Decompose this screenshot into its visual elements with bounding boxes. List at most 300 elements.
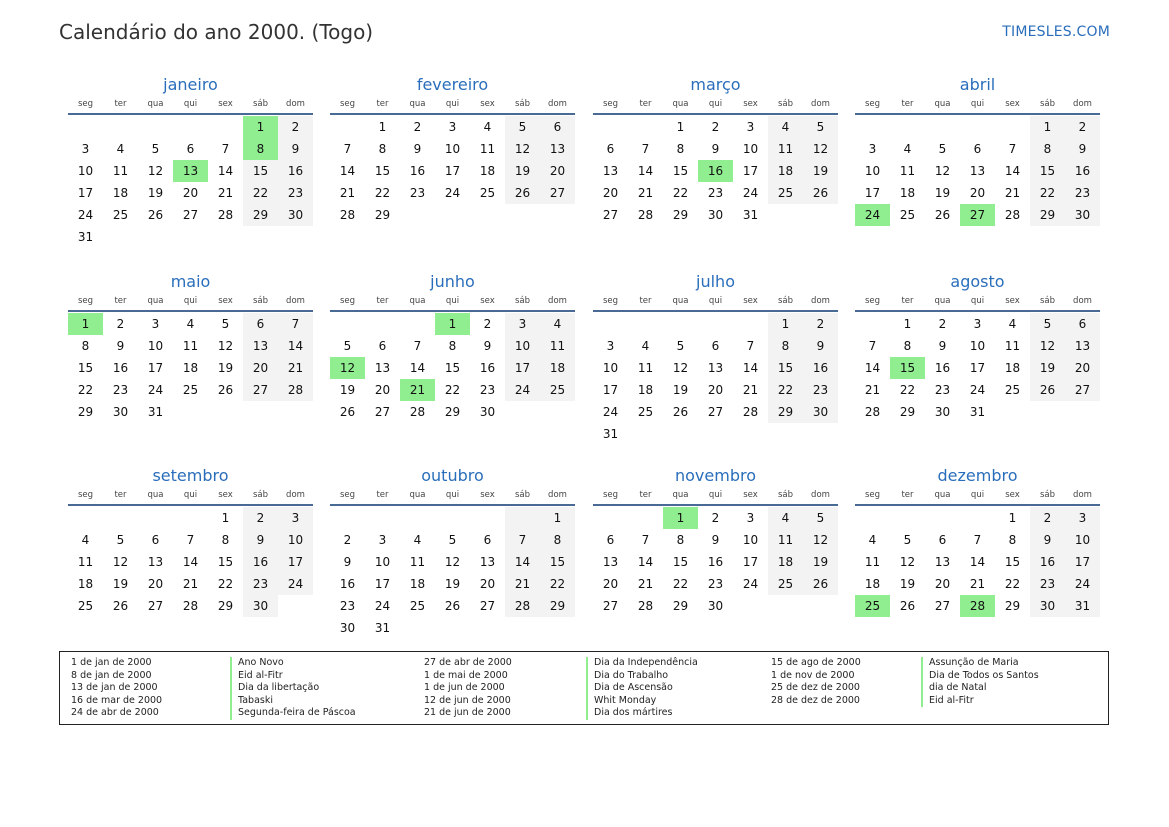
day-cell: 4 — [1008, 317, 1017, 331]
weekday-label: sex — [218, 99, 233, 109]
day-cell: 7 — [868, 339, 877, 353]
day-cell-empty — [768, 204, 803, 226]
day-cell: 26 — [1030, 379, 1065, 401]
day-cell: 18 — [768, 551, 803, 573]
day-cell: 9 — [711, 533, 720, 547]
holiday-day-cell: 12 — [330, 357, 365, 379]
day-cell: 6 — [973, 142, 982, 156]
weekday-label: ter — [376, 490, 389, 500]
day-cell: 9 — [803, 335, 838, 357]
legend-date: 27 de abr de 2000 — [424, 657, 512, 668]
day-cell: 10 — [602, 361, 619, 375]
day-cell: 24 — [444, 186, 461, 200]
holiday-day-cell: 25 — [855, 595, 890, 617]
day-cell: 25 — [1004, 383, 1021, 397]
day-cell: 9 — [278, 138, 313, 160]
weekday-label: sáb — [514, 99, 531, 109]
day-cell: 15 — [374, 164, 391, 178]
day-cell: 23 — [112, 383, 129, 397]
weekday-label: dom — [1073, 490, 1092, 500]
day-cell-empty — [733, 313, 768, 335]
day-cell: 29 — [444, 405, 461, 419]
day-cell: 24 — [505, 379, 540, 401]
day-cell: 23 — [409, 186, 426, 200]
day-cell: 6 — [711, 339, 720, 353]
day-cell: 1 — [1008, 511, 1017, 525]
legend-names-column — [586, 657, 698, 720]
day-cell: 5 — [938, 142, 947, 156]
day-cell: 29 — [540, 595, 575, 617]
holiday-day-cell: 24 — [855, 204, 890, 226]
day-cell: 22 — [1030, 182, 1065, 204]
day-cell-empty — [173, 507, 208, 529]
day-cell: 2 — [1065, 116, 1100, 138]
day-cell-empty — [733, 423, 768, 445]
day-cell-empty — [400, 204, 435, 226]
day-cell-empty — [400, 313, 435, 335]
day-cell: 26 — [112, 599, 129, 613]
day-cell: 28 — [637, 599, 654, 613]
day-cell: 18 — [479, 164, 496, 178]
week-row — [855, 204, 1100, 226]
day-cell: 9 — [483, 339, 492, 353]
day-cell: 7 — [186, 533, 195, 547]
day-cell: 18 — [637, 383, 654, 397]
day-cell: 30 — [1065, 204, 1100, 226]
day-cell: 24 — [602, 405, 619, 419]
day-cell: 26 — [444, 599, 461, 613]
month-name: dezembro — [937, 466, 1018, 485]
day-cell: 15 — [672, 555, 689, 569]
day-cell: 1 — [903, 317, 912, 331]
day-cell: 8 — [903, 339, 912, 353]
day-cell: 24 — [742, 577, 759, 591]
week-row — [330, 335, 575, 357]
day-cell: 13 — [540, 138, 575, 160]
week-row — [593, 357, 838, 379]
day-cell-empty — [330, 116, 365, 138]
day-cell: 10 — [742, 142, 759, 156]
week-row — [68, 226, 313, 248]
day-cell: 8 — [378, 142, 387, 156]
month-name: novembro — [675, 466, 756, 485]
day-cell: 8 — [81, 339, 90, 353]
day-cell: 19 — [147, 186, 164, 200]
day-cell: 17 — [505, 357, 540, 379]
day-cell: 10 — [374, 555, 391, 569]
day-cell: 11 — [182, 339, 199, 353]
brand-link[interactable]: TIMESLES.COM — [1002, 24, 1110, 40]
day-cell: 18 — [540, 357, 575, 379]
day-cell: 6 — [606, 533, 615, 547]
week-row — [855, 507, 1100, 529]
day-cell: 5 — [803, 116, 838, 138]
day-cell: 14 — [864, 361, 881, 375]
day-cell: 21 — [217, 186, 234, 200]
day-cell: 28 — [864, 405, 881, 419]
day-cell: 27 — [374, 405, 391, 419]
weekday-label: sáb — [777, 99, 794, 109]
day-cell: 21 — [182, 577, 199, 591]
day-cell: 11 — [1004, 339, 1021, 353]
day-cell: 14 — [339, 164, 356, 178]
week-row — [68, 529, 313, 551]
day-cell: 7 — [221, 142, 230, 156]
day-cell-empty — [995, 116, 1030, 138]
weekday-label: sex — [1005, 490, 1020, 500]
weekday-label: dom — [548, 296, 567, 306]
day-cell: 14 — [1004, 164, 1021, 178]
day-cell-empty — [365, 507, 400, 529]
weekday-label: qua — [409, 296, 426, 306]
week-row — [855, 357, 1100, 379]
day-cell: 28 — [637, 208, 654, 222]
day-cell-empty — [365, 313, 400, 335]
day-cell: 4 — [483, 120, 492, 134]
day-cell: 21 — [1004, 186, 1021, 200]
weekday-label: sex — [743, 296, 758, 306]
weekday-label: qua — [147, 490, 164, 500]
week-row — [855, 313, 1100, 335]
day-cell-empty — [208, 116, 243, 138]
week-row — [68, 595, 313, 617]
day-cell: 30 — [707, 599, 724, 613]
day-cell: 26 — [803, 573, 838, 595]
weekday-label: sex — [480, 490, 495, 500]
day-cell: 12 — [217, 339, 234, 353]
month-name: abril — [959, 75, 996, 94]
week-row — [855, 379, 1100, 401]
day-cell: 4 — [868, 533, 877, 547]
legend-holiday-name: Segunda-feira de Páscoa — [230, 707, 356, 720]
weekday-label: qua — [934, 99, 951, 109]
day-cell: 21 — [742, 383, 759, 397]
day-cell-empty — [890, 507, 925, 529]
day-cell: 3 — [746, 120, 755, 134]
day-cell: 11 — [409, 555, 426, 569]
day-cell: 28 — [182, 599, 199, 613]
day-cell: 17 — [864, 186, 881, 200]
legend-date: 16 de mar de 2000 — [71, 694, 163, 706]
day-cell: 15 — [768, 357, 803, 379]
day-cell: 24 — [1065, 573, 1100, 595]
day-cell-empty — [505, 204, 540, 226]
day-cell: 11 — [864, 555, 881, 569]
day-cell-empty — [470, 204, 505, 226]
day-cell: 27 — [1065, 379, 1100, 401]
day-cell: 2 — [483, 317, 492, 331]
day-cell: 15 — [77, 361, 94, 375]
day-cell: 2 — [243, 507, 278, 529]
day-cell: 30 — [243, 595, 278, 617]
day-cell-empty — [960, 116, 995, 138]
day-cell-empty — [698, 423, 733, 445]
day-cell: 19 — [339, 383, 356, 397]
weekday-label: qui — [183, 99, 198, 109]
day-cell: 19 — [505, 160, 540, 182]
day-cell: 14 — [505, 551, 540, 573]
day-cell: 13 — [374, 361, 391, 375]
day-cell: 6 — [378, 339, 387, 353]
day-cell: 30 — [479, 405, 496, 419]
day-cell: 30 — [803, 401, 838, 423]
day-cell: 25 — [479, 186, 496, 200]
weekday-label: qua — [672, 99, 689, 109]
day-cell: 6 — [483, 533, 492, 547]
week-row — [68, 204, 313, 226]
day-cell: 4 — [641, 339, 650, 353]
day-cell: 4 — [81, 533, 90, 547]
day-cell: 8 — [768, 335, 803, 357]
day-cell: 30 — [339, 621, 356, 635]
day-cell: 13 — [934, 555, 951, 569]
week-row — [330, 573, 575, 595]
day-cell: 20 — [707, 383, 724, 397]
day-cell: 17 — [147, 361, 164, 375]
day-cell: 12 — [803, 529, 838, 551]
weekday-label: dom — [286, 490, 305, 500]
day-cell: 23 — [243, 573, 278, 595]
legend-holiday-name: Dia de Ascensão — [586, 682, 698, 695]
weekday-label: sáb — [1039, 99, 1056, 109]
day-cell: 28 — [217, 208, 234, 222]
day-cell: 18 — [899, 186, 916, 200]
weekday-label: sáb — [514, 490, 531, 500]
day-cell: 3 — [868, 142, 877, 156]
day-cell: 31 — [147, 405, 164, 419]
weekday-header — [68, 96, 313, 115]
day-cell-empty — [103, 226, 138, 248]
day-cell: 2 — [413, 120, 422, 134]
page-title: Calendário do ano 2000. (Togo) — [59, 20, 374, 44]
day-cell: 17 — [969, 361, 986, 375]
day-cell: 3 — [973, 317, 982, 331]
weekday-label: seg — [864, 296, 881, 306]
day-cell-empty — [925, 507, 960, 529]
day-cell: 21 — [339, 186, 356, 200]
day-cell: 17 — [742, 555, 759, 569]
day-cell: 15 — [243, 160, 278, 182]
day-cell: 6 — [1065, 313, 1100, 335]
day-cell: 28 — [409, 405, 426, 419]
day-cell: 6 — [186, 142, 195, 156]
day-cell: 5 — [448, 533, 457, 547]
day-cell: 20 — [374, 383, 391, 397]
day-cell-empty — [138, 116, 173, 138]
day-cell: 22 — [374, 186, 391, 200]
day-cell-empty — [435, 507, 470, 529]
day-cell: 9 — [243, 529, 278, 551]
day-cell: 13 — [243, 335, 278, 357]
holiday-legend — [59, 651, 1109, 725]
day-cell: 23 — [278, 182, 313, 204]
legend-holiday-name: Assunção de Maria — [921, 657, 1039, 670]
month-name: julho — [696, 272, 735, 291]
weekday-label: seg — [602, 490, 619, 500]
day-cell: 19 — [899, 577, 916, 591]
week-row — [593, 529, 838, 551]
week-row — [855, 138, 1100, 160]
weekday-label: sex — [1005, 296, 1020, 306]
day-cell: 1 — [676, 120, 685, 134]
day-cell: 19 — [112, 577, 129, 591]
weekday-label: qui — [970, 99, 985, 109]
weekday-label: qui — [970, 296, 985, 306]
legend-holiday-name: Dia dos mártires — [586, 707, 698, 720]
day-cell: 29 — [672, 599, 689, 613]
day-cell: 10 — [1065, 529, 1100, 551]
day-cell: 7 — [973, 533, 982, 547]
month-setembro — [68, 465, 313, 617]
week-row — [855, 529, 1100, 551]
day-cell: 30 — [707, 208, 724, 222]
day-cell: 17 — [444, 164, 461, 178]
day-cell: 27 — [540, 182, 575, 204]
day-cell: 17 — [742, 164, 759, 178]
day-cell-empty — [768, 423, 803, 445]
legend-dates-column — [424, 657, 512, 720]
day-cell: 1 — [221, 511, 230, 525]
legend-date: 25 de dez de 2000 — [771, 682, 860, 694]
day-cell: 10 — [77, 164, 94, 178]
weekday-label: seg — [602, 296, 619, 306]
day-cell: 9 — [343, 555, 352, 569]
weekday-label: sex — [1005, 99, 1020, 109]
day-cell: 25 — [112, 208, 129, 222]
weekday-label: qui — [445, 99, 460, 109]
weekday-label: seg — [602, 99, 619, 109]
month-junho — [330, 271, 575, 423]
legend-holiday-name: Ano Novo — [230, 657, 356, 670]
day-cell: 13 — [147, 555, 164, 569]
day-cell: 2 — [938, 317, 947, 331]
day-cell: 29 — [77, 405, 94, 419]
day-cell: 11 — [112, 164, 129, 178]
day-cell: 30 — [112, 405, 129, 419]
day-cell-empty — [278, 226, 313, 248]
day-cell: 25 — [77, 599, 94, 613]
day-cell: 13 — [1065, 335, 1100, 357]
day-cell: 22 — [672, 186, 689, 200]
weekday-label: qui — [708, 490, 723, 500]
weekday-label: seg — [864, 99, 881, 109]
day-cell: 11 — [768, 138, 803, 160]
month-julho — [593, 271, 838, 445]
day-cell: 21 — [864, 383, 881, 397]
day-cell-empty — [173, 116, 208, 138]
day-cell: 10 — [864, 164, 881, 178]
day-cell: 18 — [409, 577, 426, 591]
day-cell: 6 — [540, 116, 575, 138]
legend-dates-column — [71, 657, 162, 720]
day-cell-empty — [803, 204, 838, 226]
day-cell-empty — [593, 507, 628, 529]
day-cell: 11 — [768, 529, 803, 551]
weekday-label: qui — [708, 99, 723, 109]
day-cell-empty — [768, 595, 803, 617]
day-cell: 14 — [637, 555, 654, 569]
day-cell: 3 — [81, 142, 90, 156]
day-cell: 16 — [479, 361, 496, 375]
day-cell: 29 — [217, 599, 234, 613]
day-cell: 29 — [768, 401, 803, 423]
day-cell: 17 — [374, 577, 391, 591]
day-cell: 6 — [606, 142, 615, 156]
day-cell: 25 — [768, 182, 803, 204]
legend-date: 1 de mai de 2000 — [424, 669, 508, 681]
weekday-label: sáb — [1039, 296, 1056, 306]
day-cell: 26 — [672, 405, 689, 419]
weekday-label: sáb — [1039, 490, 1056, 500]
day-cell: 2 — [278, 116, 313, 138]
day-cell: 16 — [112, 361, 129, 375]
day-cell: 4 — [116, 142, 125, 156]
day-cell: 25 — [768, 573, 803, 595]
weekday-label: sex — [480, 99, 495, 109]
day-cell: 9 — [1065, 138, 1100, 160]
legend-date: 1 de jun de 2000 — [424, 682, 505, 694]
weekday-label: qua — [672, 296, 689, 306]
month-name: fevereiro — [416, 75, 489, 94]
day-cell: 3 — [1065, 507, 1100, 529]
week-row — [68, 507, 313, 529]
day-cell: 7 — [413, 339, 422, 353]
weekday-label: qui — [183, 490, 198, 500]
legend-holiday-name: dia de Natal — [921, 682, 1039, 695]
day-cell: 31 — [602, 427, 619, 441]
day-cell: 14 — [969, 555, 986, 569]
day-cell: 19 — [1030, 357, 1065, 379]
weekday-label: dom — [548, 490, 567, 500]
day-cell: 29 — [1004, 599, 1021, 613]
day-cell: 13 — [479, 555, 496, 569]
day-cell: 15 — [1004, 555, 1021, 569]
week-row — [330, 204, 575, 226]
day-cell: 1 — [378, 120, 387, 134]
week-row — [855, 401, 1100, 423]
month-name: janeiro — [163, 75, 218, 94]
day-cell: 30 — [1030, 595, 1065, 617]
weekday-label: sex — [743, 490, 758, 500]
day-cell: 12 — [147, 164, 164, 178]
day-cell: 5 — [221, 317, 230, 331]
day-cell: 14 — [182, 555, 199, 569]
holiday-day-cell: 16 — [698, 160, 733, 182]
day-cell-empty — [803, 423, 838, 445]
week-row — [330, 617, 575, 639]
weekday-label: sáb — [252, 99, 269, 109]
week-row — [593, 379, 838, 401]
day-cell: 22 — [540, 573, 575, 595]
day-cell-empty — [855, 313, 890, 335]
day-cell: 29 — [374, 208, 391, 222]
day-cell-empty — [663, 423, 698, 445]
day-cell: 3 — [606, 339, 615, 353]
day-cell: 10 — [505, 335, 540, 357]
day-cell: 11 — [637, 361, 654, 375]
day-cell-empty — [593, 313, 628, 335]
legend-date: 1 de nov de 2000 — [771, 669, 855, 681]
day-cell: 11 — [77, 555, 94, 569]
weekday-header — [855, 293, 1100, 312]
day-cell: 10 — [742, 533, 759, 547]
weekday-label: seg — [77, 296, 94, 306]
week-row — [330, 313, 575, 335]
day-cell-empty — [103, 507, 138, 529]
day-cell: 19 — [934, 186, 951, 200]
day-cell-empty — [173, 226, 208, 248]
day-cell: 26 — [899, 599, 916, 613]
